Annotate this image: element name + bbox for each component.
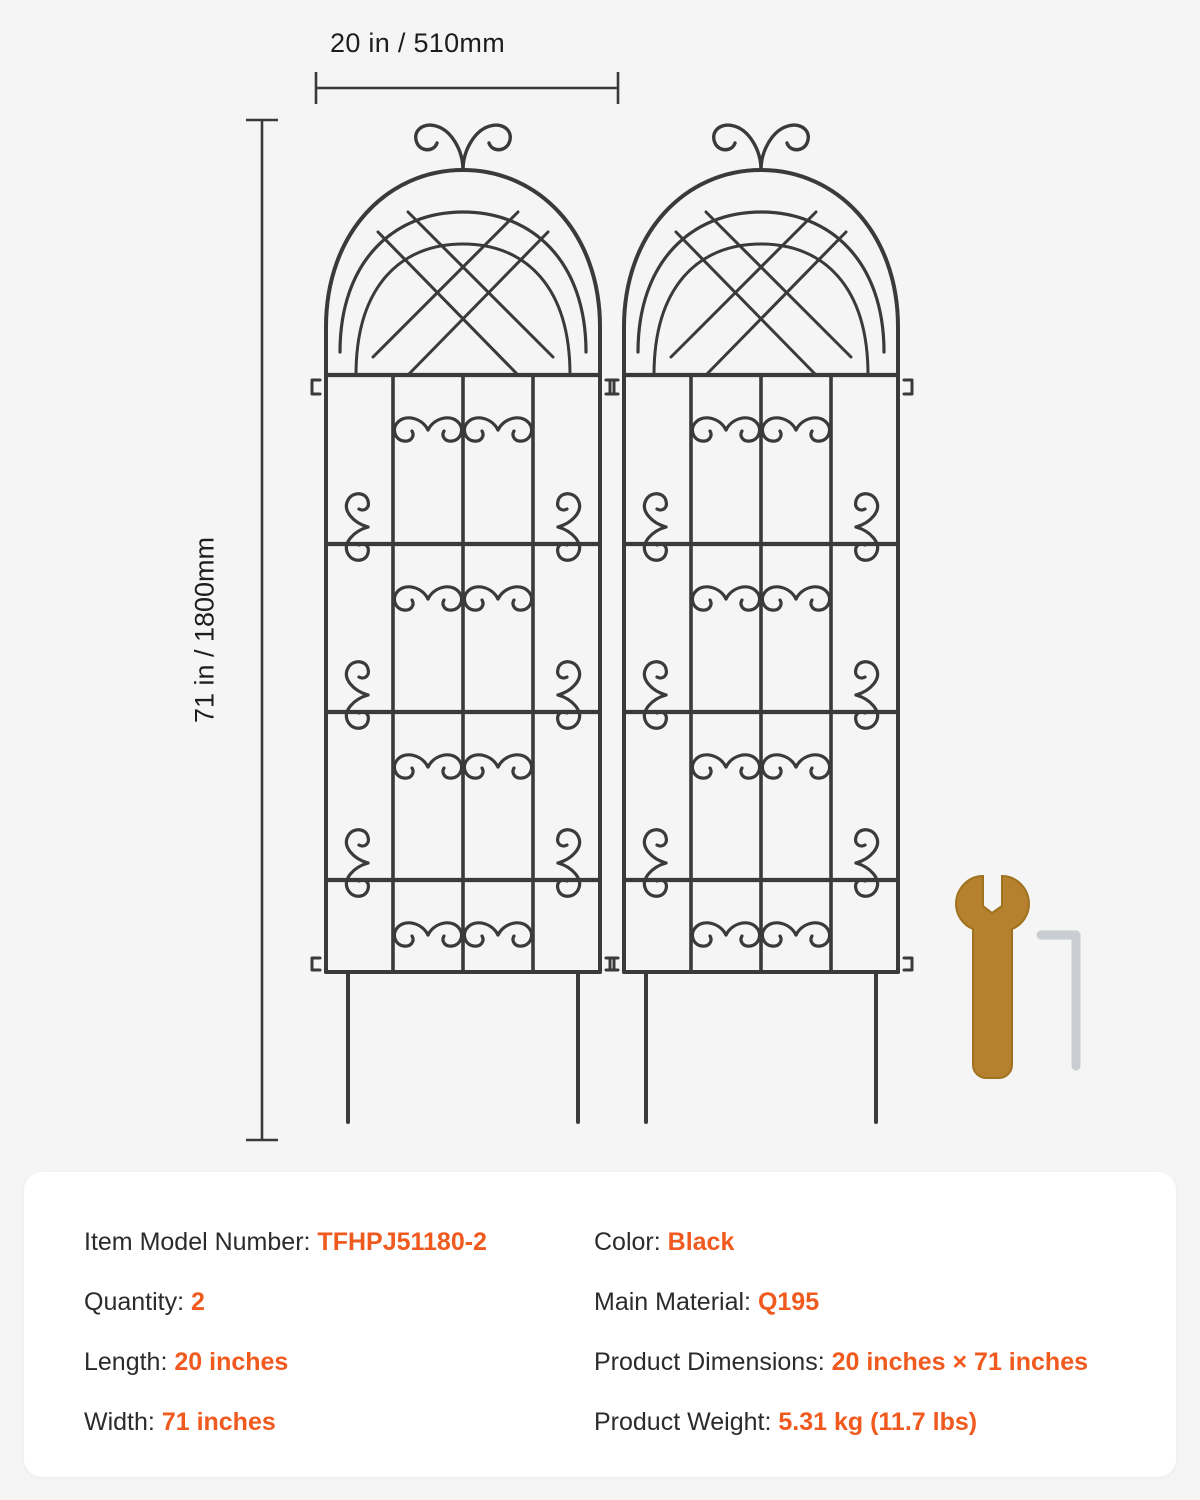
spec-label-material: Main Material: [594, 1287, 751, 1316]
height-dimension-label: 71 in / 1800mm [189, 536, 220, 724]
spec-item-length [84, 1348, 594, 1377]
spec-value-quantity: 2 [191, 1287, 205, 1316]
wrench-icon [956, 876, 1029, 1078]
spec-label-weight: Product Weight: [594, 1407, 772, 1436]
spec-grid [84, 1212, 1146, 1452]
spec-item-color [594, 1228, 1146, 1257]
dimension-arrows [246, 72, 618, 1140]
spec-label-model: Item Model Number: [84, 1227, 311, 1256]
spec-value-material: Q195 [757, 1287, 820, 1316]
spec-item-quantity [84, 1288, 594, 1317]
spec-item-weight [594, 1408, 1146, 1437]
trellis-panel-right [610, 125, 912, 1122]
spec-value-model: TFHPJ51180-2 [317, 1227, 487, 1256]
spec-value-product-dimensions: 20 inches × 71 inches [831, 1347, 1089, 1376]
allen-key-icon [1041, 935, 1076, 1066]
spec-value-length: 20 inches [174, 1347, 289, 1376]
spec-item-model [84, 1228, 594, 1257]
spec-label-length: Length: [84, 1347, 168, 1376]
spec-label-width: Width: [84, 1407, 155, 1436]
spec-item-material [594, 1288, 1146, 1317]
spec-item-width [84, 1408, 594, 1437]
spec-label-color: Color: [594, 1227, 661, 1256]
width-dimension-label: 20 in / 510mm [330, 28, 505, 58]
spec-label-quantity: Quantity: [84, 1287, 185, 1316]
spec-item-product-dimensions [594, 1348, 1146, 1377]
spec-value-width: 71 inches [161, 1407, 276, 1436]
trellis-panel-left [312, 125, 614, 1122]
spec-value-weight: 5.31 kg (11.7 lbs) [778, 1407, 978, 1436]
spec-value-color: Black [667, 1227, 735, 1256]
spec-label-product-dimensions: Product Dimensions: [594, 1347, 825, 1376]
spec-card [24, 1172, 1176, 1477]
